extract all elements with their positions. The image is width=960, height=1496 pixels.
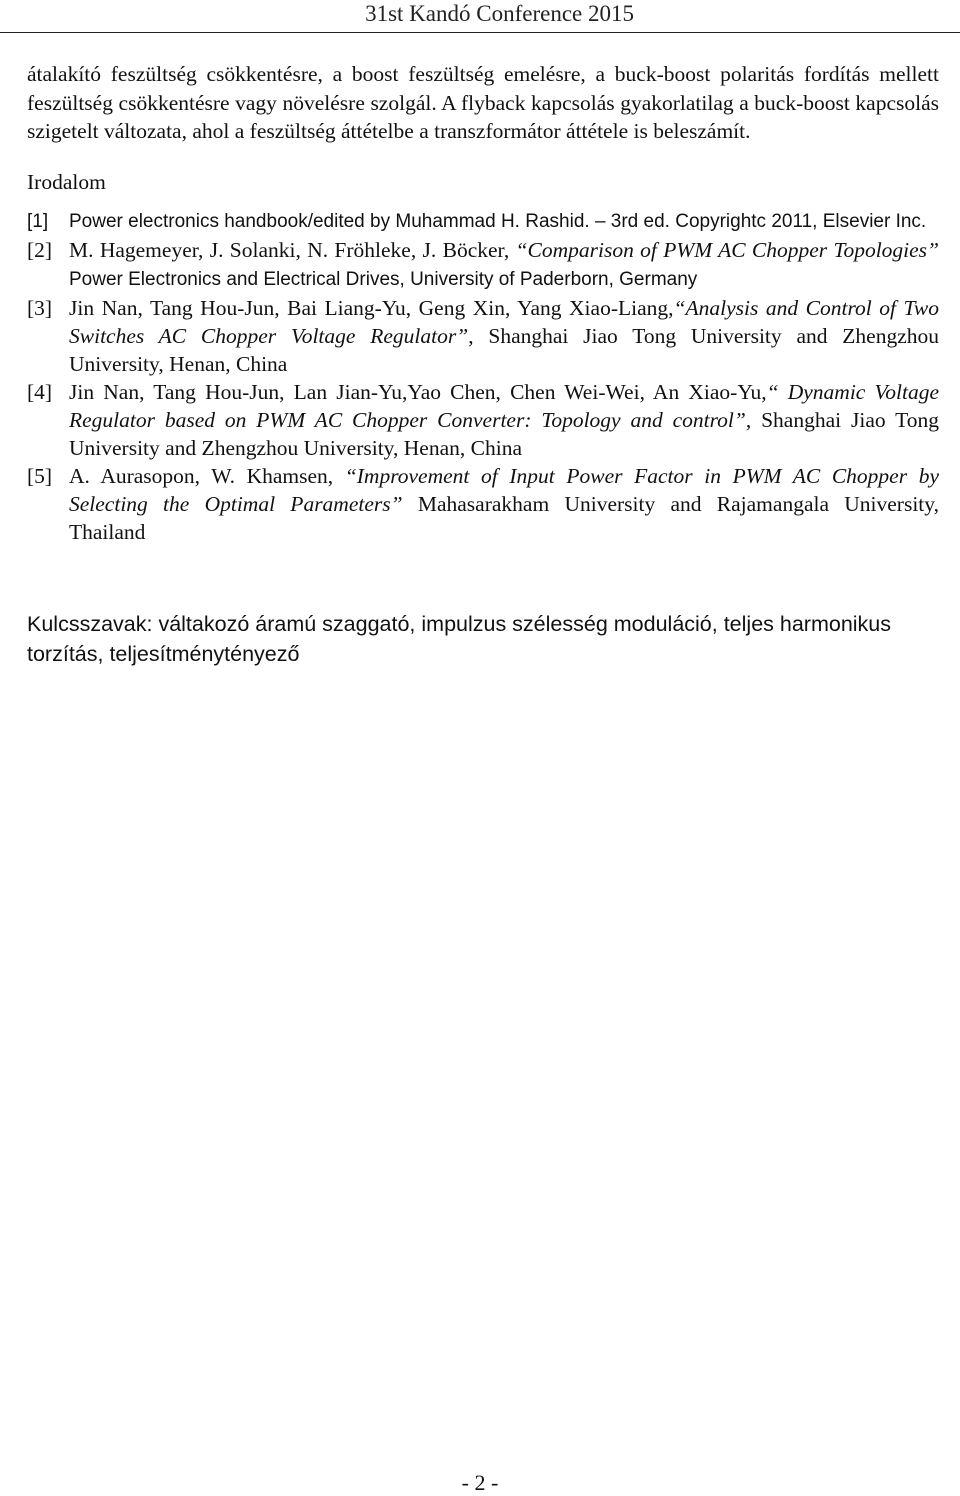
reference-item-4 (27, 378, 939, 462)
reference-authors: Jin Nan, Tang Hou-Jun, Bai Liang-Yu, Geng Xin, Yang Xiao-Liang, (69, 295, 674, 320)
reference-number: [2] (27, 237, 53, 262)
page-number: - 2 - (461, 1470, 499, 1495)
reference-number: [1] (27, 210, 49, 232)
reference-number: [5] (27, 463, 53, 488)
reference-number: [3] (27, 295, 53, 320)
references-heading: Irodalom (27, 169, 106, 194)
reference-source: , Shanghai Jiao Tong University and Zhengzhou University, Henan, China (69, 323, 939, 376)
conference-title: 31st Kandó Conference 2015 (365, 1, 634, 26)
keywords-label: Kulcsszavak: (27, 611, 153, 636)
reference-authors: Jin Nan, Tang Hou-Jun, Lan Jian-Yu,Yao Chen, Chen Wei-Wei, An Xiao-Yu, (69, 379, 767, 404)
keywords (27, 609, 939, 669)
reference-title: “Improvement of Input Power Factor in PWM AC Chopper by Selecting the Optimal Parameters” (69, 463, 939, 516)
reference-source: Mahasarakham University and Rajamangala University, Thailand (69, 491, 939, 544)
reference-list (27, 208, 939, 546)
reference-item-1 (27, 208, 939, 236)
body-paragraph: átalakító feszültség csökkentésre, a boost feszültség emelésre, a buck-boost polaritás fordítás mellett feszültség csökkentésre vagy növelésre szolgál. A flyback kapcsolás gyakorlatilag a buck-boost kapcsolás szigetelt változata, ahol a feszültség áttételbe a transzformátor áttétele is beleszámít. (27, 62, 939, 143)
reference-source: Power Electronics and Electrical Drives, University of Paderborn, Germany (69, 268, 698, 290)
reference-authors: M. Hagemeyer, J. Solanki, N. Fröhleke, J. Böcker, (69, 237, 510, 262)
page-header (0, 0, 960, 33)
reference-authors: A. Aurasopon, W. Khamsen, (69, 463, 334, 488)
reference-item-5 (27, 462, 939, 546)
reference-source: , Shanghai Jiao Tong University and Zhengzhou University, Henan, China (69, 407, 939, 460)
page-content (27, 60, 939, 669)
reference-title: “ Dynamic Voltage Regulator based on PWM AC Chopper Converter: Topology and control” (69, 379, 939, 432)
keywords-text: váltakozó áramú szaggató, impulzus szélesség moduláció, teljes harmonikus torzítás, teljesítménytényező (27, 611, 892, 666)
reference-item-2 (27, 236, 939, 294)
reference-text: Power electronics handbook/edited by Muhammad H. Rashid. – 3rd ed. Copyrightc 2011, Elsevier Inc. (69, 210, 927, 232)
reference-title: “Analysis and Control of Two Switches AC Chopper Voltage Regulator” (69, 295, 939, 348)
reference-title: “Comparison of PWM AC Chopper Topologies” (515, 237, 940, 262)
reference-item-3 (27, 294, 939, 378)
reference-number: [4] (27, 379, 53, 404)
